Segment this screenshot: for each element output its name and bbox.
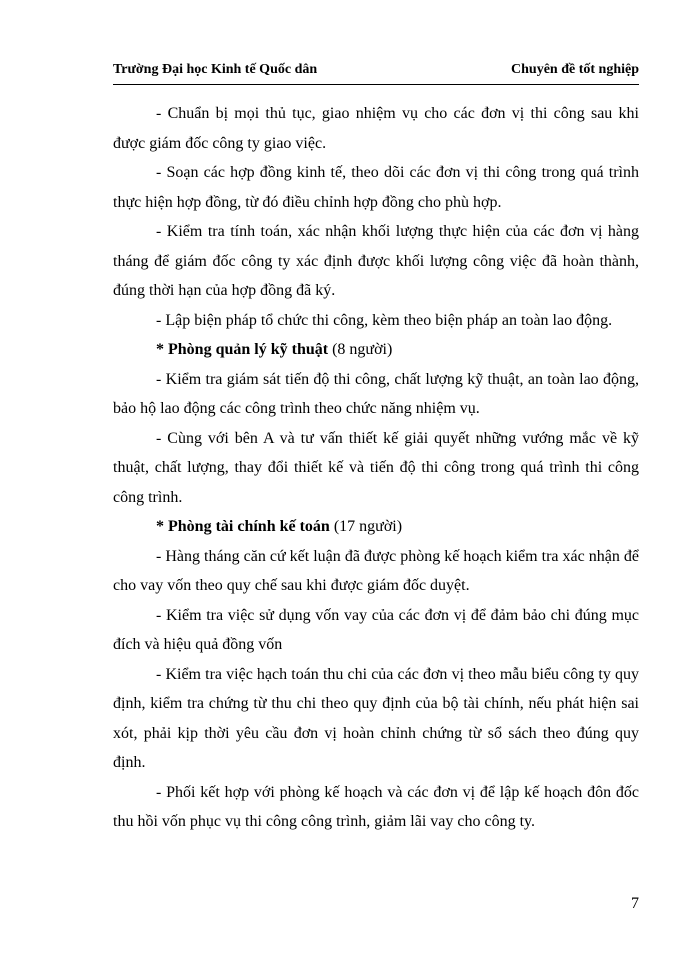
paragraph: - Phối kết hợp với phòng kế hoạch và các đơn vị để lập kế hoạch đôn đốc thu hồi vốn phục vụ thi công công trình, giảm lãi vay cho công ty. [113, 783, 639, 830]
header-document-type: Chuyên đề tốt nghiệp [511, 62, 639, 77]
paragraph: - Soạn các hợp đồng kinh tế, theo dõi các đơn vị thi công trong quá trình thực hiện hợp đồng, từ đó điều chỉnh hợp đồng cho phù hợp. [113, 164, 639, 211]
page-number: 7 [631, 895, 639, 912]
paragraph: - Chuẩn bị mọi thủ tục, giao nhiệm vụ cho các đơn vị thi công sau khi được giám đốc công ty giao việc. [113, 105, 639, 152]
section-title: * Phòng tài chính kế toán [156, 518, 330, 535]
paragraph: - Kiểm tra tính toán, xác nhận khối lượng thực hiện của các đơn vị hàng tháng để giám đốc công ty xác định được khối lượng công việc đã hoàn thành, đúng thời hạn của hợp đồng đã ký. [113, 223, 639, 299]
section-heading-finance [113, 512, 639, 542]
section-title: * Phòng quản lý kỹ thuật [156, 341, 329, 358]
section-staff-count: (17 người) [329, 518, 403, 535]
paragraph: - Hàng tháng căn cứ kết luận đã được phòng kế hoạch kiểm tra xác nhận để cho vay vốn theo quy chế sau khi được giám đốc duyệt. [113, 547, 639, 594]
paragraph: - Lập biện pháp tổ chức thi công, kèm theo biện pháp an toàn lao động. [156, 311, 613, 329]
paragraph: - Cùng với bên A và tư vấn thiết kế giải quyết những vướng mắc về kỹ thuật, chất lượng, thay đổi thiết kế và tiến độ thi công trong quá trình thi công công trình. [113, 429, 639, 506]
section-staff-count: (8 người) [328, 341, 393, 358]
paragraph: - Kiểm tra việc hạch toán thu chi của các đơn vị theo mẫu biểu công ty quy định, kiểm tra chứng từ thu chi theo quy định của bộ tài chính, nếu phát hiện sai xót, phải kịp thời yêu cầu đơn vị hoàn chỉnh chứng từ sổ sách theo đúng quy định. [113, 665, 639, 771]
section-heading-technical [113, 335, 639, 365]
document-body [113, 99, 639, 837]
header-university: Trường Đại học Kinh tế Quốc dân [113, 62, 318, 77]
paragraph: - Kiểm tra việc sử dụng vốn vay của các đơn vị để đảm bảo chi đúng mục đích và hiệu quả đồng vốn [113, 606, 639, 653]
paragraph: - Kiểm tra giám sát tiến độ thi công, chất lượng kỹ thuật, an toàn lao động, bảo hộ lao động các công trình theo chức năng nhiệm vụ. [113, 370, 639, 417]
page-header [113, 56, 639, 85]
